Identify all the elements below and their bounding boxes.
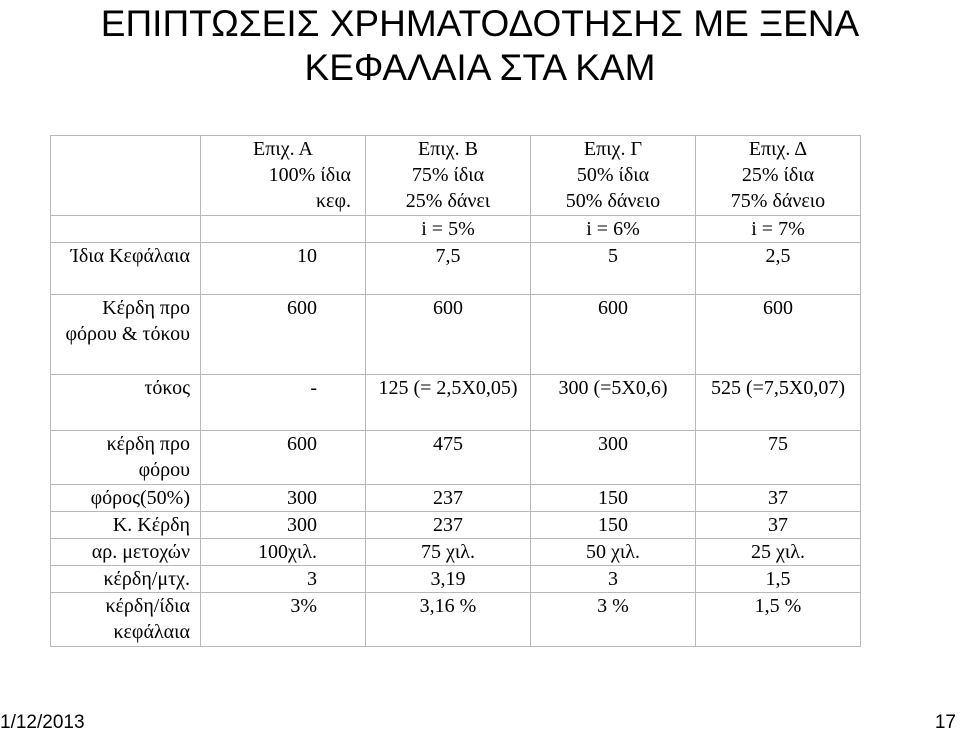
row-label-net-profit: Κ. Κέρδη bbox=[51, 512, 201, 539]
cell-a: 300 bbox=[201, 485, 366, 512]
table-row bbox=[51, 512, 861, 539]
header-corner-cell bbox=[51, 136, 201, 216]
table-row bbox=[51, 375, 861, 431]
cell-b: 125 (= 2,5Χ0,05) bbox=[366, 375, 531, 431]
cell-a: 3% bbox=[201, 593, 366, 647]
cell-c: 300 bbox=[531, 431, 696, 485]
row-label-eps: κέρδη/μτχ. bbox=[51, 566, 201, 593]
interest-cell-d: i = 7% bbox=[696, 216, 861, 243]
cell-b: 3,19 bbox=[366, 566, 531, 593]
row-label-equity: Ίδια Κεφάλαια bbox=[51, 243, 201, 295]
cell-b: 600 bbox=[366, 295, 531, 375]
row-label-ebt: κέρδη προ φόρου bbox=[51, 431, 201, 485]
table-row bbox=[51, 485, 861, 512]
cell-d: 525 (=7,5Χ0,07) bbox=[696, 375, 861, 431]
row-label-ebit: Κέρδη προ φόρου & τόκου bbox=[51, 295, 201, 375]
cell-b: 475 bbox=[366, 431, 531, 485]
cell-b: 7,5 bbox=[366, 243, 531, 295]
cell-a: 3 bbox=[201, 566, 366, 593]
table-row bbox=[51, 243, 861, 295]
header-cell-b: Επιχ. Β 75% ίδια 25% δάνει bbox=[366, 136, 531, 216]
cell-a: 600 bbox=[201, 295, 366, 375]
slide-title bbox=[0, 2, 960, 90]
footer-date: 1/12/2013 bbox=[0, 712, 85, 733]
table-row bbox=[51, 431, 861, 485]
cell-b: 237 bbox=[366, 485, 531, 512]
cell-a: 300 bbox=[201, 512, 366, 539]
financing-table bbox=[50, 135, 861, 647]
header-cell-c: Επιχ. Γ 50% ίδια 50% δάνειο bbox=[531, 136, 696, 216]
slide-title-line1: ΕΠΙΠΤΩΣΕΙΣ ΧΡΗΜΑΤΟΔΟΤΗΣΗΣ ΜΕ ΞΕΝΑ bbox=[100, 3, 860, 44]
cell-a: 600 bbox=[201, 431, 366, 485]
row-label-interest: τόκος bbox=[51, 375, 201, 431]
table-row bbox=[51, 295, 861, 375]
cell-a: 10 bbox=[201, 243, 366, 295]
cell-c: 150 bbox=[531, 485, 696, 512]
cell-d: 75 bbox=[696, 431, 861, 485]
cell-b: 75 χιλ. bbox=[366, 539, 531, 566]
cell-d: 600 bbox=[696, 295, 861, 375]
cell-d: 25 χιλ. bbox=[696, 539, 861, 566]
cell-a: - bbox=[201, 375, 366, 431]
cell-d: 1,5 % bbox=[696, 593, 861, 647]
cell-c: 150 bbox=[531, 512, 696, 539]
table-row bbox=[51, 593, 861, 647]
interest-row bbox=[51, 216, 861, 243]
table-row bbox=[51, 539, 861, 566]
cell-c: 5 bbox=[531, 243, 696, 295]
cell-b: 237 bbox=[366, 512, 531, 539]
header-cell-d: Επιχ. Δ 25% ίδια 75% δάνειο bbox=[696, 136, 861, 216]
cell-d: 37 bbox=[696, 485, 861, 512]
cell-b: 3,16 % bbox=[366, 593, 531, 647]
interest-cell-b: i = 5% bbox=[366, 216, 531, 243]
cell-d: 1,5 bbox=[696, 566, 861, 593]
row-label-tax: φόρος(50%) bbox=[51, 485, 201, 512]
cell-c: 300 (=5Χ0,6) bbox=[531, 375, 696, 431]
cell-c: 3 bbox=[531, 566, 696, 593]
row-label-roe: κέρδη/ίδια κεφάλαια bbox=[51, 593, 201, 647]
cell-c: 3 % bbox=[531, 593, 696, 647]
header-row bbox=[51, 136, 861, 216]
cell-c: 50 χιλ. bbox=[531, 539, 696, 566]
cell-c: 600 bbox=[531, 295, 696, 375]
cell-a: 100χιλ. bbox=[201, 539, 366, 566]
table-row bbox=[51, 566, 861, 593]
cell-d: 2,5 bbox=[696, 243, 861, 295]
header-cell-a: Επιχ. Α 100% ίδια κεφ. bbox=[201, 136, 366, 216]
slide-title-line2: ΚΕΦΑΛΑΙΑ ΣΤΑ ΚΑΜ bbox=[304, 47, 656, 88]
interest-cell-c: i = 6% bbox=[531, 216, 696, 243]
interest-cell-a bbox=[201, 216, 366, 243]
cell-d: 37 bbox=[696, 512, 861, 539]
interest-label-cell bbox=[51, 216, 201, 243]
row-label-shares: αρ. μετοχών bbox=[51, 539, 201, 566]
page-number: 17 bbox=[934, 712, 956, 733]
